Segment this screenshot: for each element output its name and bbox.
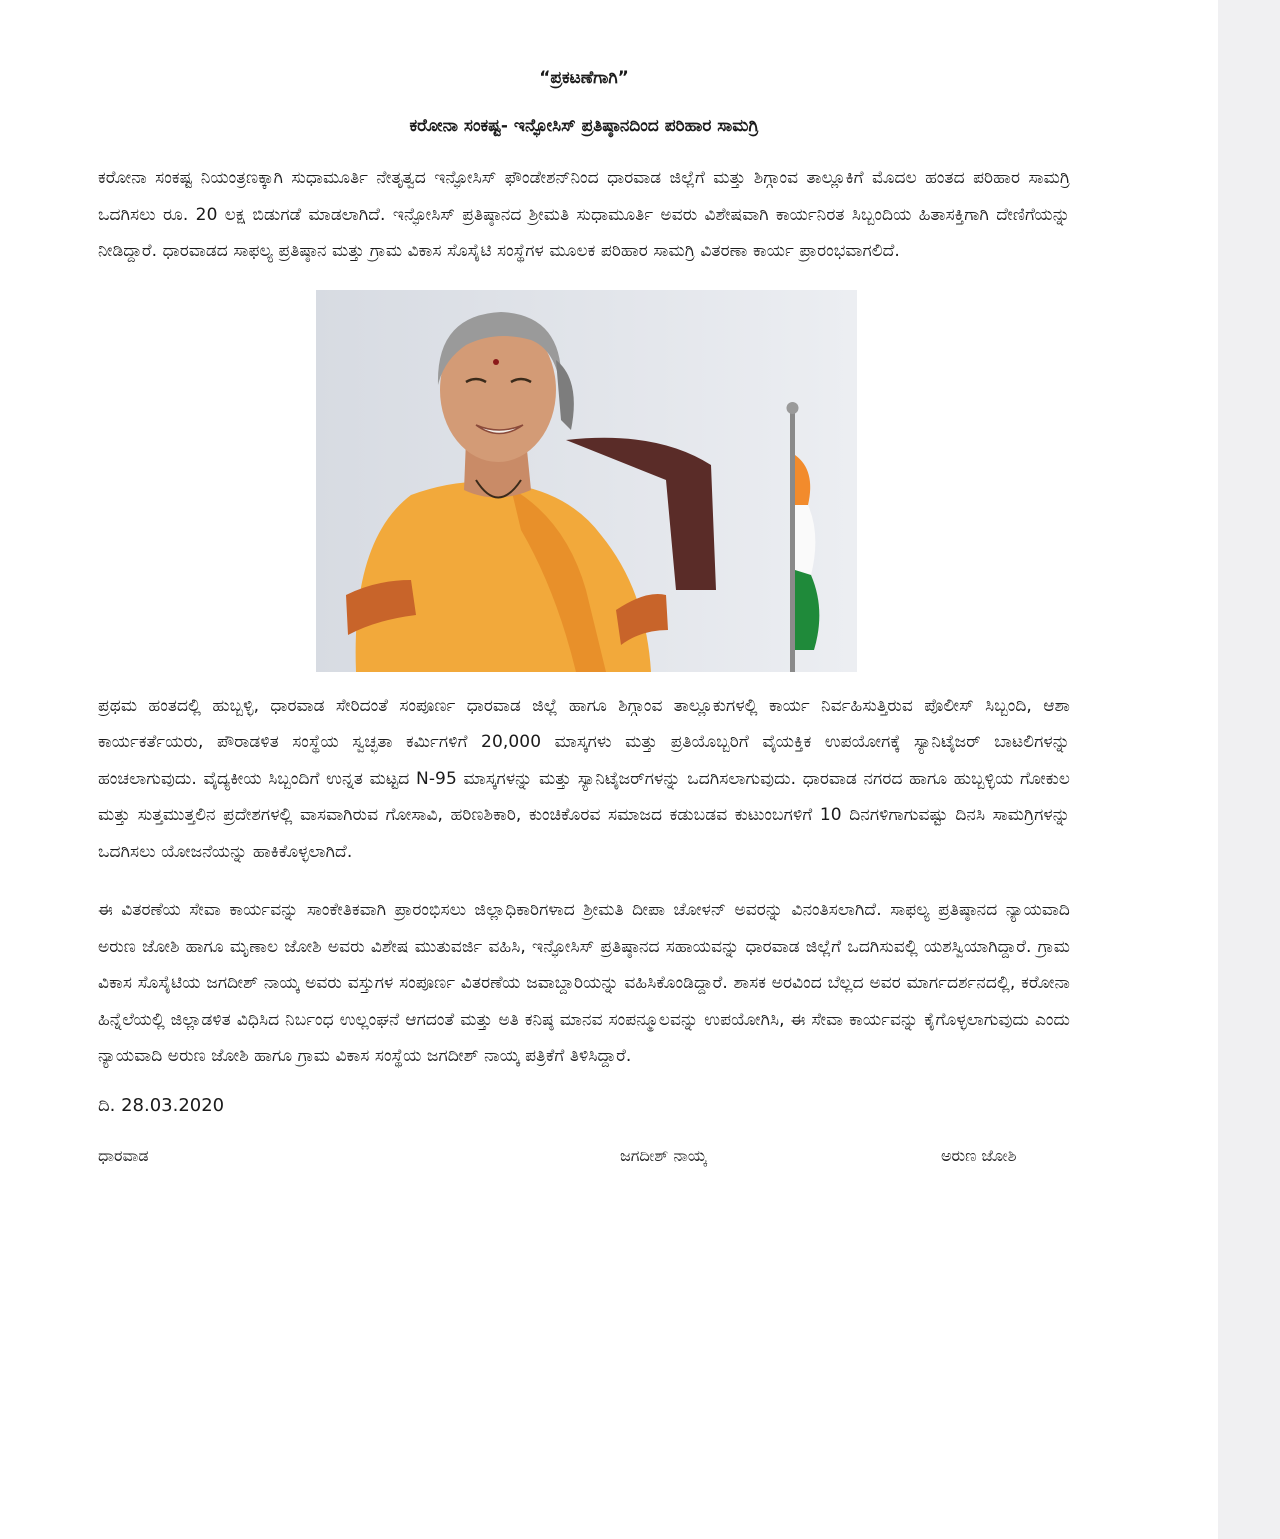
release-label: “ಪ್ರಕಟಣೆಗಾಗಿ” xyxy=(539,68,629,88)
signatory-2: ಅರುಣ ಜೋಶಿ xyxy=(941,1145,1017,1165)
right-margin-strip xyxy=(1218,0,1280,1539)
signatory-1: ಜಗದೀಶ್ ನಾಯ್ಕ xyxy=(620,1145,707,1165)
document-title: ಕರೋನಾ ಸಂಕಷ್ಟ- ಇನ್ಫೋಸಿಸ್ ಪ್ರತಿಷ್ಠಾನದಿಂದ ಪರಿಹಾರ ಸಾಮಗ್ರಿ xyxy=(409,116,759,136)
portrait-photo xyxy=(316,290,857,672)
signature-row xyxy=(98,1146,1070,1176)
paragraph-2: ಪ್ರಥಮ ಹಂತದಲ್ಲಿ ಹುಬ್ಬಳ್ಳಿ, ಧಾರವಾಡ ಸೇರಿದಂತೆ ಸಂಪೂರ್ಣ ಧಾರವಾಡ ಜಿಲ್ಲೆ ಹಾಗೂ ಶಿಗ್ಗಾಂವ ತಾಲ್ಲೂಕುಗಳಲ್ಲಿ ಕಾರ್ಯ ನಿರ್ವಹಿಸುತ್ತಿರುವ ಪೊಲೀಸ್ ಸಿಬ್ಬಂದಿ, ಆಶಾ ಕಾರ್ಯಕರ್ತೆಯರು, ಪೌರಾಡಳಿತ ಸಂಸ್ಥೆಯ ಸ್ವಚ್ಛತಾ ಕರ್ಮಿಗಳಿಗೆ 20,000 ಮಾಸ್ಕಗಳು ಮತ್ತು ಪ್ರತಿಯೊಬ್ಬರಿಗೆ ವೈಯಕ್ತಿಕ ಉಪಯೋಗಕ್ಕೆ ಸ್ಯಾನಿಟೈಜರ್ ಬಾಟಲಿಗಳನ್ನು ಹಂಚಲಾಗುವುದು. ವೈದ್ಯಕೀಯ ಸಿಬ್ಬಂದಿಗೆ ಉನ್ನತ ಮಟ್ಟದ N-95 ಮಾಸ್ಕಗಳನ್ನು ಮತ್ತು ಸ್ಯಾನಿಟೈಜರ್‌ಗಳನ್ನು ಒದಗಿಸಲಾಗುವುದು. ಧಾರವಾಡ ನಗರದ ಹಾಗೂ ಹುಬ್ಬಳ್ಳಿಯ ಗೋಕುಲ ಮತ್ತು ಸುತ್ತಮುತ್ತಲಿನ ಪ್ರದೇಶಗಳಲ್ಲಿ ವಾಸವಾಗಿರುವ ಗೋಸಾವಿ, ಹರಿಣಶಿಕಾರಿ, ಕುಂಚಿಕೊರವ ಸಮಾಜದ ಕಡುಬಡವ ಕುಟುಂಬಗಳಿಗೆ 10 ದಿನಗಳಿಗಾಗುವಷ್ಟು ದಿನಸಿ ಸಾಮಗ್ರಿಗಳನ್ನು ಒದಗಿಸಲು ಯೋಜನೆಯನ್ನು ಹಾಕಿಕೊಳ್ಳಲಾಗಿದೆ. xyxy=(98,695,1070,862)
press-release-page xyxy=(98,60,1070,1176)
place-name: ಧಾರವಾಡ xyxy=(98,1145,149,1165)
paragraph-3: ಈ ವಿತರಣೆಯ ಸೇವಾ ಕಾರ್ಯವನ್ನು ಸಾಂಕೇತಿಕವಾಗಿ ಪ್ರಾರಂಭಿಸಲು ಜಿಲ್ಲಾಧಿಕಾರಿಗಳಾದ ಶ್ರೀಮತಿ ದೀಪಾ ಚೋಳನ್ ಅವರನ್ನು ವಿನಂತಿಸಲಾಗಿದೆ. ಸಾಫಲ್ಯ ಪ್ರತಿಷ್ಠಾನದ ನ್ಯಾಯವಾದಿ ಅರುಣ ಜೋಶಿ ಹಾಗೂ ಮೃಣಾಲ ಜೋಶಿ ಅವರು ವಿಶೇಷ ಮುತುವರ್ಜಿ ವಹಿಸಿ, ಇನ್ಫೋಸಿಸ್ ಪ್ರತಿಷ್ಠಾನದ ಸಹಾಯವನ್ನು ಧಾರವಾಡ ಜಿಲ್ಲೆಗೆ ಒದಗಿಸುವಲ್ಲಿ ಯಶಸ್ವಿಯಾಗಿದ್ದಾರೆ. ಗ್ರಾಮ ವಿಕಾಸ ಸೊಸೈಟಿಯ ಜಗದೀಶ್ ನಾಯ್ಕ ಅವರು ವಸ್ತುಗಳ ಸಂಪೂರ್ಣ ವಿತರಣೆಯ ಜವಾಬ್ದಾರಿಯನ್ನು ವಹಿಸಿಕೊಂಡಿದ್ದಾರೆ. ಶಾಸಕ ಅರವಿಂದ ಬೆಲ್ಲದ ಅವರ ಮಾರ್ಗದರ್ಶನದಲ್ಲಿ, ಕರೋನಾ ಹಿನ್ನೆಲೆಯಲ್ಲಿ ಜಿಲ್ಲಾಡಳಿತ ವಿಧಿಸಿದ ನಿರ್ಬಂಧ ಉಲ್ಲಂಘನೆ ಆಗದಂತೆ ಮತ್ತು ಅತಿ ಕನಿಷ್ಠ ಮಾನವ ಸಂಪನ್ಮೂಲವನ್ನು ಉಪಯೋಗಿಸಿ, ಈ ಸೇವಾ ಕಾರ್ಯವನ್ನು ಕೈಗೊಳ್ಳಲಾಗುವುದು ಎಂದು ನ್ಯಾಯವಾದಿ ಅರುಣ ಜೋಶಿ ಹಾಗೂ ಗ್ರಾಮ ವಿಕಾಸ ಸಂಸ್ಥೆಯ ಜಗದೀಶ್ ನಾಯ್ಕ ಪತ್ರಿಕೆಗೆ ತಿಳಿಸಿದ್ದಾರೆ. xyxy=(98,900,1070,1066)
release-date: ದಿ. 28.03.2020 xyxy=(98,1094,225,1116)
paragraph-1: ಕರೋನಾ ಸಂಕಷ್ಟ ನಿಯಂತ್ರಣಕ್ಕಾಗಿ ಸುಧಾಮೂರ್ತಿ ನೇತೃತ್ವದ ಇನ್ಫೋಸಿಸ್ ಫೌಂಡೇಶನ್‌ನಿಂದ ಧಾರವಾಡ ಜಿಲ್ಲೆಗೆ ಮತ್ತು ಶಿಗ್ಗಾಂವ ತಾಲ್ಲೂಕಿಗೆ ಮೊದಲ ಹಂತದ ಪರಿಹಾರ ಸಾಮಗ್ರಿ ಒದಗಿಸಲು ರೂ. 20 ಲಕ್ಷ ಬಿಡುಗಡೆ ಮಾಡಲಾಗಿದೆ. ಇನ್ಫೋಸಿಸ್ ಪ್ರತಿಷ್ಠಾನದ ಶ್ರೀಮತಿ ಸುಧಾಮೂರ್ತಿ ಅವರು ವಿಶೇಷವಾಗಿ ಕಾರ್ಯನಿರತ ಸಿಬ್ಬಂದಿಯ ಹಿತಾಸಕ್ತಿಗಾಗಿ ದೇಣಿಗೆಯನ್ನು ನೀಡಿದ್ದಾರೆ. ಧಾರವಾಡದ ಸಾಫಲ್ಯ ಪ್ರತಿಷ್ಠಾನ ಮತ್ತು ಗ್ರಾಮ ವಿಕಾಸ ಸೊಸೈಟಿ ಸಂಸ್ಥೆಗಳ ಮೂಲಕ ಪರಿಹಾರ ಸಾಮಗ್ರಿ ವಿತರಣಾ ಕಾರ್ಯ ಪ್ರಾರಂಭವಾಗಲಿದೆ. xyxy=(98,168,1070,261)
